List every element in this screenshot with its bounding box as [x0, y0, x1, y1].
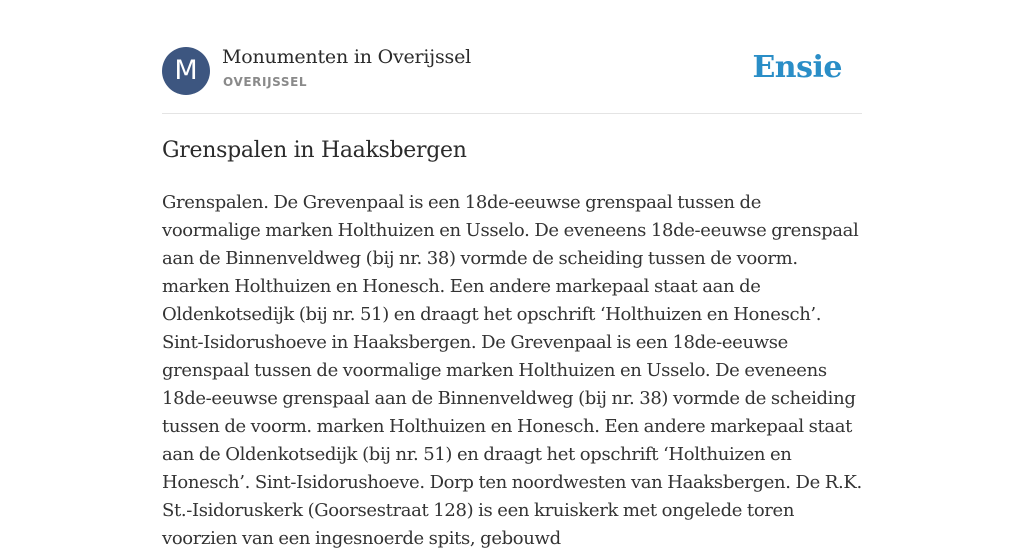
- article-title: Grenspalen in Haaksbergen: [162, 138, 467, 163]
- source-avatar[interactable]: M: [162, 47, 210, 95]
- article-body: Grenspalen. De Grevenpaal is een 18de-eeuwse grenspaal tussen de voormalige marken Holthuizen en Usselo. De eveneens 18de-eeuwse grenspaal aan de Binnenveldweg (bij nr. 38) vormde de scheiding tussen de voorm. marken Holthuizen en Honesch. Een andere markepaal staat aan de Oldenkotsedijk (bij nr. 51) en draagt het opschrift ‘Holthuizen en Honesch’. Sint-Isidorushoeve in Haaksbergen. De Grevenpaal is een 18de-eeuwse grenspaal tussen de voormalige marken Holthuizen en Usselo. De eveneens 18de-eeuwse grenspaal aan de Binnenveldweg (bij nr. 38) vormde de scheiding tussen de voorm. marken Holthuizen en Honesch. Een andere markepaal staat aan de Oldenkotsedijk (bij nr. 51) en draagt het opschrift ‘Holthuizen en Honesch’. Sint-Isidorushoeve. Dorp ten noordwesten van Haaksbergen. De R.K. St.-Isidoruskerk (Goorsestraat 128) is een kruiskerk met ongelede toren voorzien van een ingesnoerde spits, gebouwd: [162, 192, 862, 549]
- content-container: [162, 0, 862, 549]
- ensie-logo[interactable]: Ensie: [752, 50, 842, 85]
- source-subtitle: OVERIJSSEL: [223, 75, 308, 89]
- source-header: [162, 0, 862, 114]
- source-title[interactable]: Monumenten in Overijssel: [222, 46, 472, 68]
